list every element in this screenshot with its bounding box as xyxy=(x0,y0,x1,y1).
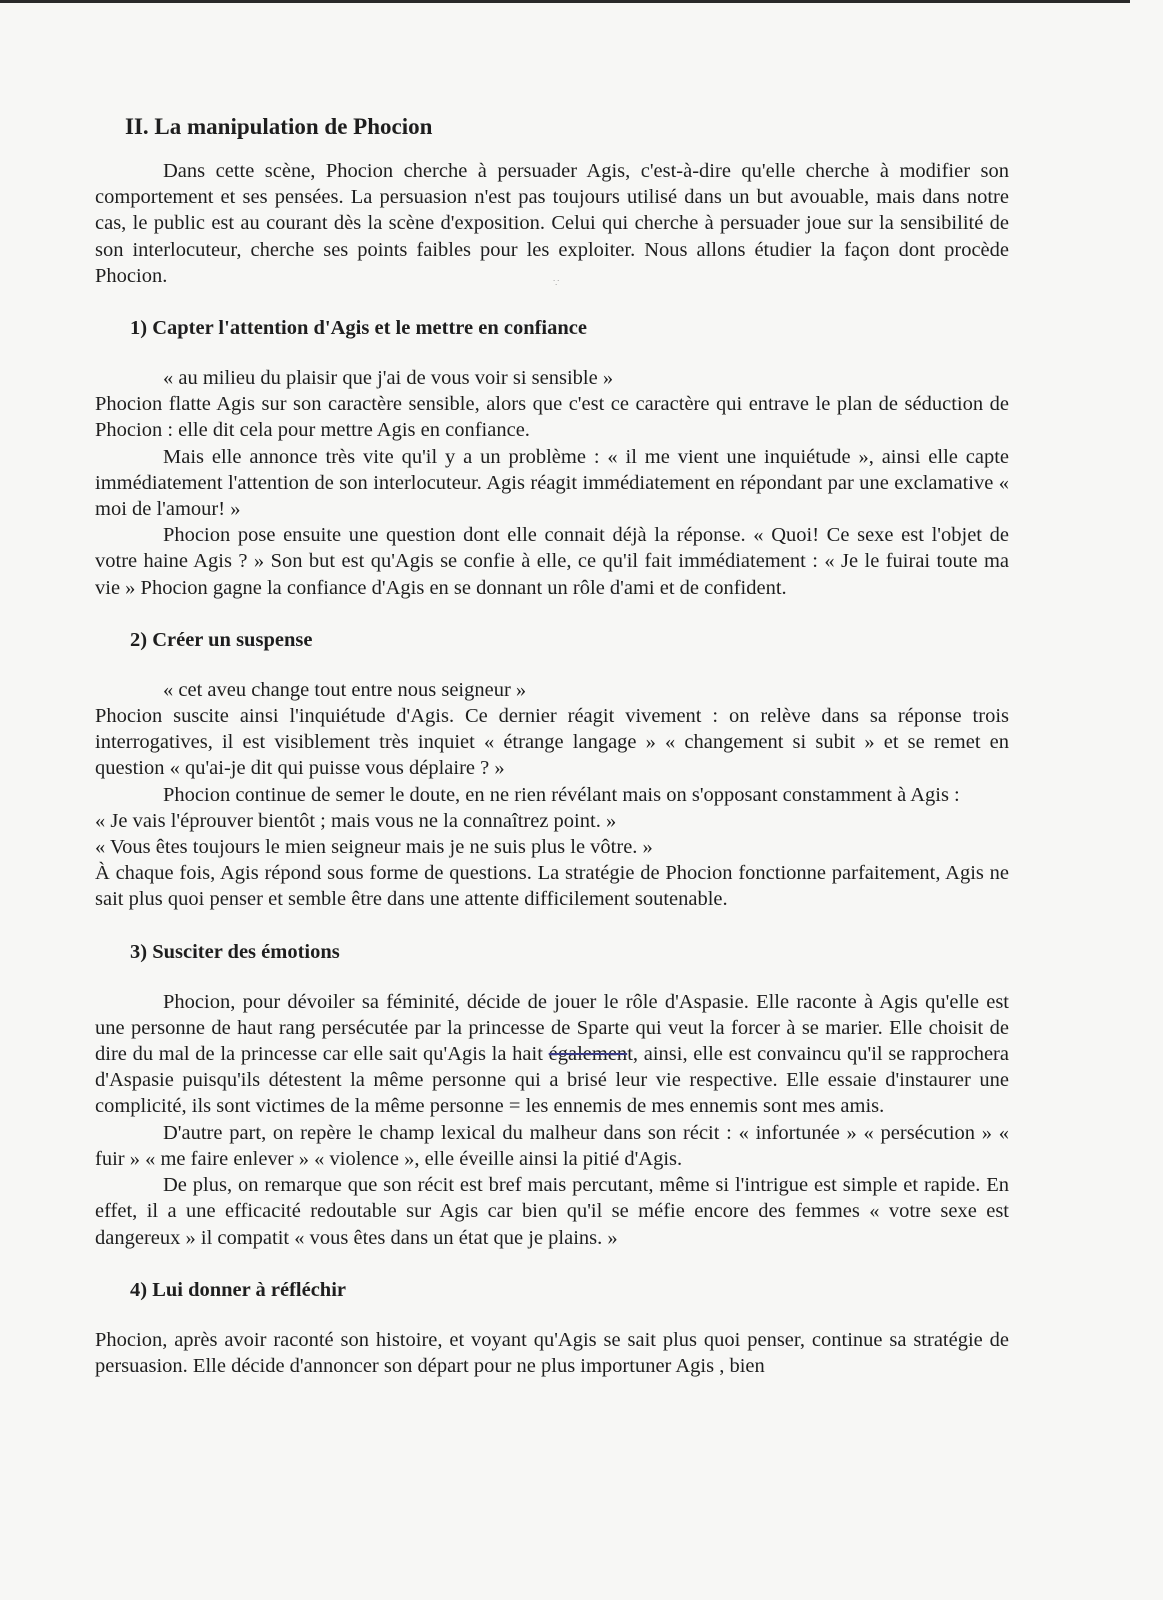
section-1-paragraph-2: Mais elle annonce très vite qu'il y a un problème : « il me vient une inquiétude », ainsi elle capte immédiatement l'attention de son interlocuteur. Agis réagit immédiatement en répondant par une exclamative « moi de l'amour! » xyxy=(95,445,1009,521)
scan-edge xyxy=(0,0,1130,3)
section-2-quote: « cet aveu change tout entre nous seigneur » xyxy=(163,678,527,701)
section-1-paragraph-3: Phocion pose ensuite une question dont elle connait déjà la réponse. « Quoi! Ce sexe est l'objet de votre haine Agis ? » Son but est qu'Agis se confie à elle, ce qu'il fait immédiatement : « Je le fuirai toute ma vie » Phocion gagne la confiance d'Agis en se donnant un rôle d'ami et de confident. xyxy=(95,524,1009,599)
section-1-quote: « au milieu du plaisir que j'ai de vous voir si sensible » xyxy=(163,367,614,390)
section-2-paragraph-1: Phocion suscite ainsi l'inquiétude d'Agis. Ce dernier réagit vivement : on relève dans sa réponse trois interrogatives, il est visiblement très inquiet « étrange langage » « changement si subit » et se remet en question « qu'ai-je dit qui puisse vous déplaire ? » xyxy=(95,705,1009,780)
section-2-paragraph-3: À chaque fois, Agis répond sous forme de questions. La stratégie de Phocion fonctionne parfaitement, Agis ne sait plus quoi penser et semble être dans une attente difficilement soutenable. xyxy=(95,862,1009,911)
document-page xyxy=(95,112,1009,1379)
section-2-paragraph-2: Phocion continue de semer le doute, en ne rien révélant mais on s'opposant constamment à Agis : xyxy=(163,783,960,806)
intro-paragraph: Dans cette scène, Phocion cherche à persuader Agis, c'est-à-dire qu'elle cherche à modifier son comportement et ses pensées. La persuasion n'est pas toujours utilisé dans un but avouable, mais dans notre cas, le public est au courant dès la scène d'exposition. Celui qui cherche à persuader joue sur la sensibilité de son interlocuteur, cherche ses points faibles pour les exploiter. Nous allons étudier la façon dont procède Phocion. xyxy=(95,160,1009,287)
section-1-heading: 1) Capter l'attention d'Agis et le mettre en confiance xyxy=(130,317,587,340)
section-2-heading: 2) Créer un suspense xyxy=(130,628,313,651)
section-1-paragraph-1: Phocion flatte Agis sur son caractère sensible, alors que c'est ce caractère qui entrave le plan de séduction de Phocion : elle dit cela pour mettre Agis en confiance. xyxy=(95,393,1009,442)
section-2-citation-1: « Je vais l'éprouver bientôt ; mais vous ne la connaîtrez point. » xyxy=(95,809,617,832)
section-3-paragraph-2: D'autre part, on repère le champ lexical du malheur dans son récit : « infortunée » « persécution » « fuir » « me faire enlever » « violence », elle éveille ainsi la pitié d'Agis. xyxy=(95,1121,1009,1170)
scan-speck: ∵ xyxy=(553,278,560,289)
page-title: II. La manipulation de Phocion xyxy=(125,114,433,139)
section-4-heading: 4) Lui donner à réfléchir xyxy=(130,1278,346,1301)
section-4-paragraph-1: Phocion, après avoir raconté son histoire, et voyant qu'Agis se sait plus quoi penser, continue sa stratégie de persuasion. Elle décide d'annoncer son départ pour ne plus importuner Agis , bien xyxy=(95,1328,1009,1377)
struck-word: égalemen xyxy=(548,1043,628,1066)
section-3-paragraph-1-start: Phocion, pour dévoiler sa féminité, décide de jouer le rôle d'Aspasie. Elle raconte à Agis qu'elle est une personne de haut rang persécutée par la princesse de Sparte qui veut la forcer à se marier. Elle choisit de dire du mal de la princesse car elle sait qu'Agis la hait xyxy=(95,990,1009,1066)
section-2-citation-2: « Vous êtes toujours le mien seigneur mais je ne suis plus le vôtre. » xyxy=(95,836,653,859)
section-3-paragraph-1 xyxy=(95,989,1009,1120)
section-3-heading: 3) Susciter des émotions xyxy=(130,940,340,963)
section-3-paragraph-1-end: t, ainsi, elle est convaincu qu'il se rapprochera d'Aspasie puisqu'ils détestent la même personne qui a brisé leur vie respective. Elle essaie d'instaurer une complicité, ils sont victimes de la même personne = les ennemis de mes ennemis sont mes amis. xyxy=(95,1043,1009,1118)
section-3-paragraph-3: De plus, on remarque que son récit est bref mais percutant, même si l'intrigue est simple et rapide. En effet, il a une efficacité redoutable sur Agis car bien qu'il se méfie encore des femmes « votre sexe est dangereux » il compatit « vous êtes dans un état que je plains. » xyxy=(95,1174,1009,1249)
